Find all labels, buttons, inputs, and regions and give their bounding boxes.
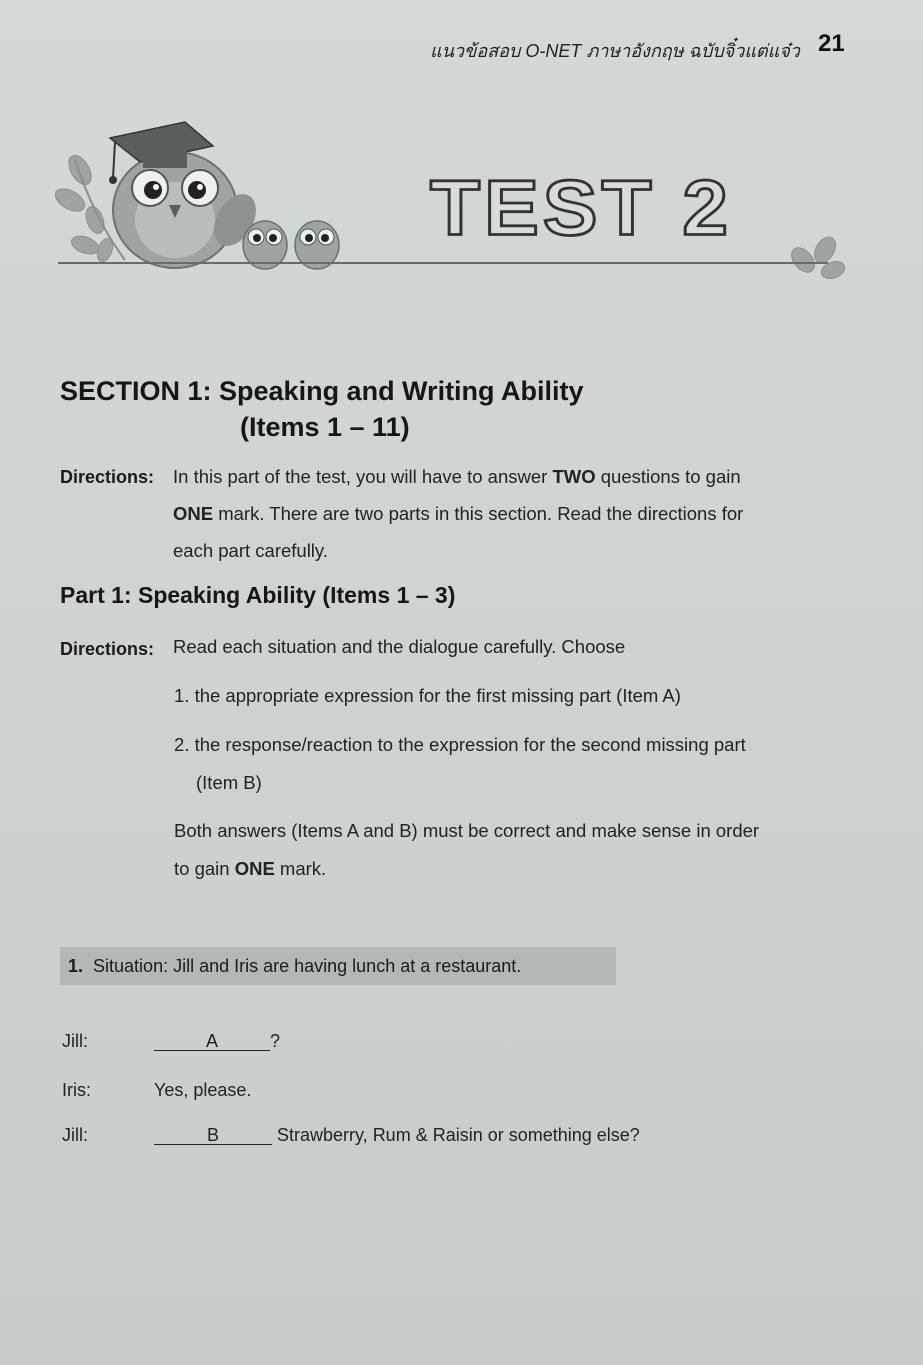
question-situation: 1. Situation: Jill and Iris are having lunch at a restaurant. xyxy=(68,956,522,976)
dialogue-line: B Strawberry, Rum & Raisin or something else? xyxy=(154,1125,640,1146)
speaker-jill: Jill: xyxy=(62,1125,88,1145)
direction-item-2-cont: (Item B) xyxy=(196,772,262,793)
both-answers-line2: to gain ONE mark. xyxy=(174,858,327,879)
section-title: SECTION 1: Speaking and Writing Ability xyxy=(60,376,584,406)
dialogue-line: Yes, please. xyxy=(154,1080,252,1100)
page-number: 21 xyxy=(818,30,845,57)
directions-label: Directions: xyxy=(60,467,155,487)
big-owl-icon xyxy=(109,122,265,268)
running-header: แนวข้อสอบ O-NET ภาษาอังกฤษ ฉบับจิ๋วแต่แจ๋ว xyxy=(430,41,800,61)
directions-label: Directions: xyxy=(60,639,155,659)
test-title: TEST 2 xyxy=(430,165,732,252)
speaker-jill: Jill: xyxy=(62,1031,88,1051)
directions-paragraph: In this part of the test, you will have to answer TWO questions to gain ONE mark. There are two parts in this section. Read the directions for each part carefully. xyxy=(173,466,744,561)
blank-a[interactable]: A xyxy=(154,1032,270,1051)
speaker-iris: Iris: xyxy=(62,1080,91,1100)
direction-item-2: 2. the response/reaction to the expression for the second missing part xyxy=(174,734,746,755)
both-answers-line1: Both answers (Items A and B) must be correct and make sense in order xyxy=(174,820,760,841)
directions-intro: Read each situation and the dialogue carefully. Choose xyxy=(173,636,626,657)
direction-item-1: 1. the appropriate expression for the first missing part (Item A) xyxy=(174,685,681,706)
part-title: Part 1: Speaking Ability (Items 1 – 3) xyxy=(60,582,456,608)
dialogue-line: A ? xyxy=(154,1031,280,1052)
blank-b[interactable]: B xyxy=(154,1126,272,1145)
banner-branch-line xyxy=(58,262,828,264)
section-items: (Items 1 – 11) xyxy=(240,412,410,442)
